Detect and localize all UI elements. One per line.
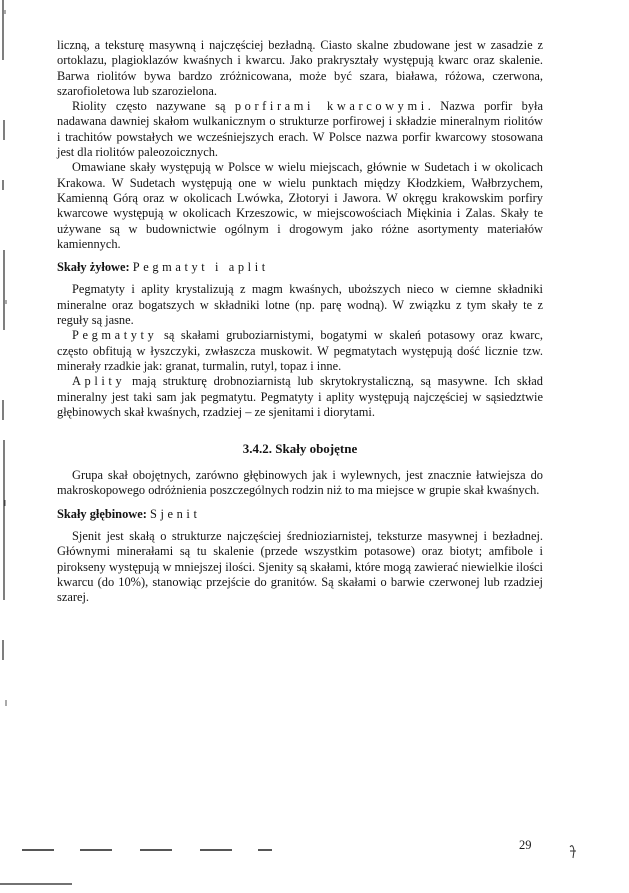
paragraph-aplites — [57, 374, 543, 420]
subheading-label: Skały głębinowe: — [57, 506, 147, 521]
scan-binding-edge — [0, 0, 9, 893]
paragraph-text: . Nazwa porfir była nadawana dawniej skałom wulkanicznym o strukturze porfirowej i składzie mineralnym riolitów i trachitów powstałych we wcześniejszych erach. W Polsce nazwa porfir kwarcowy stosowana jest dla riolitów paleozoicznych. — [57, 99, 543, 160]
paragraph-quartz-porphyry — [57, 99, 543, 160]
subheading-label: Skały żyłowe: — [57, 260, 130, 275]
paragraph-text: mają strukturę drobnoziarnistą lub skrytokrystaliczną, są masywne. Ich skład mineralny jest taki sam jak pegmatytu. Pegmatyty i aplity występują najczęściej w sąsiedztwie głębinowych skał kwaśnych, rzadziej – ze sjenitami i diorytami. — [57, 374, 543, 419]
section-heading: 3.4.2. Skały obojętne — [242, 441, 358, 457]
footer-scan-lines — [0, 845, 629, 893]
paragraph-text: są skałami gruboziarnistymi, bogatymi w skaleń potasowy oraz kwarc, często obfitują w łyszczyki, zwłaszcza muskowit. W pegmatytach występują dość licznie tzw. minerały rzadkie jak: granat, turmalin, rutyl, topaz i inne. — [57, 328, 543, 373]
paragraph-occurrence-poland: Omawiane skały występują w Polsce w wielu miejscach, głównie w Sudetach i w okolicach Krakowa. W Sudetach występują one w wielu punktach między Kłodzkiem, Wałbrzychem, Kamienną Górą oraz w okolicach Lwówka, Złotoryi i Jawora. W okręgu krakowskim porfiry kwarcowe występują w okolicach Krzeszowic, w miejscowościach Miękinia i Zalas. Skały te używane są w budownictwie ogólnym i drogowym jako różne asortymenty materiałów kamiennych. — [57, 160, 543, 251]
subheading-plutonic-rocks — [57, 507, 543, 522]
page-body — [57, 38, 543, 606]
paragraph-text: Riolity często nazywane są — [72, 99, 226, 114]
term-quartz-porphyry: porfirami kwarcowymi — [234, 99, 428, 114]
paragraph-pegmatite-aplite: Pegmatyty i aplity krystalizują z magm kwaśnych, uboższych nieco w ciemne składniki mineralne oraz bogatszych w składniki lotne (np. parę wodną). W związku z tym skały te z reguły są jasne. — [57, 282, 543, 328]
page-number: 29 — [519, 838, 532, 852]
term-pegmatites: Pegmatyty — [72, 328, 158, 343]
subheading-term: Sjenit — [149, 506, 201, 521]
paragraph-syenite: Sjenit jest skałą o strukturze najczęściej średnioziarnistej, teksturze masywnej i bezładnej. Głównymi minerałami są tu skalenie (przede wszystkim potasowe) oraz biotyt; amfibole i pirokseny występują w mniejszej ilości. Sjenity są skałami, które mogą zawierać niewielkie ilości kwarcu (do 10%), stanowiąc przejście do granitów. Są skałami o barwie czerwonej lub rzadziej szarej. — [57, 529, 543, 605]
subheading-vein-rocks — [57, 260, 543, 275]
paragraph-neutral-rocks: Grupa skał obojętnych, zarówno głębinowych jak i wylewnych, jest znacznie łatwiejsza do makroskopowego odróżnienia poszczególnych rodzin niż to ma miejsce w grupie skał kwaśnych. — [57, 468, 543, 498]
paragraph-pegmatites — [57, 328, 543, 374]
paragraph-rhyolite-texture: liczną, a teksturę masywną i najczęściej bezładną. Ciasto skalne zbudowane jest w zasadzie z ortoklazu, plagioklazów kwaśnych i kwarcu. Jako prakryształy występują kwarc oraz skalenie. Barwa riolitów bywa bardzo zróżnicowana, może być szara, biaława, różowa, czerwona, szarofioletowa lub szarozielona. — [57, 38, 543, 98]
subheading-term: Pegmatyt i aplit — [132, 260, 269, 275]
term-aplites: Aplity — [72, 374, 126, 389]
